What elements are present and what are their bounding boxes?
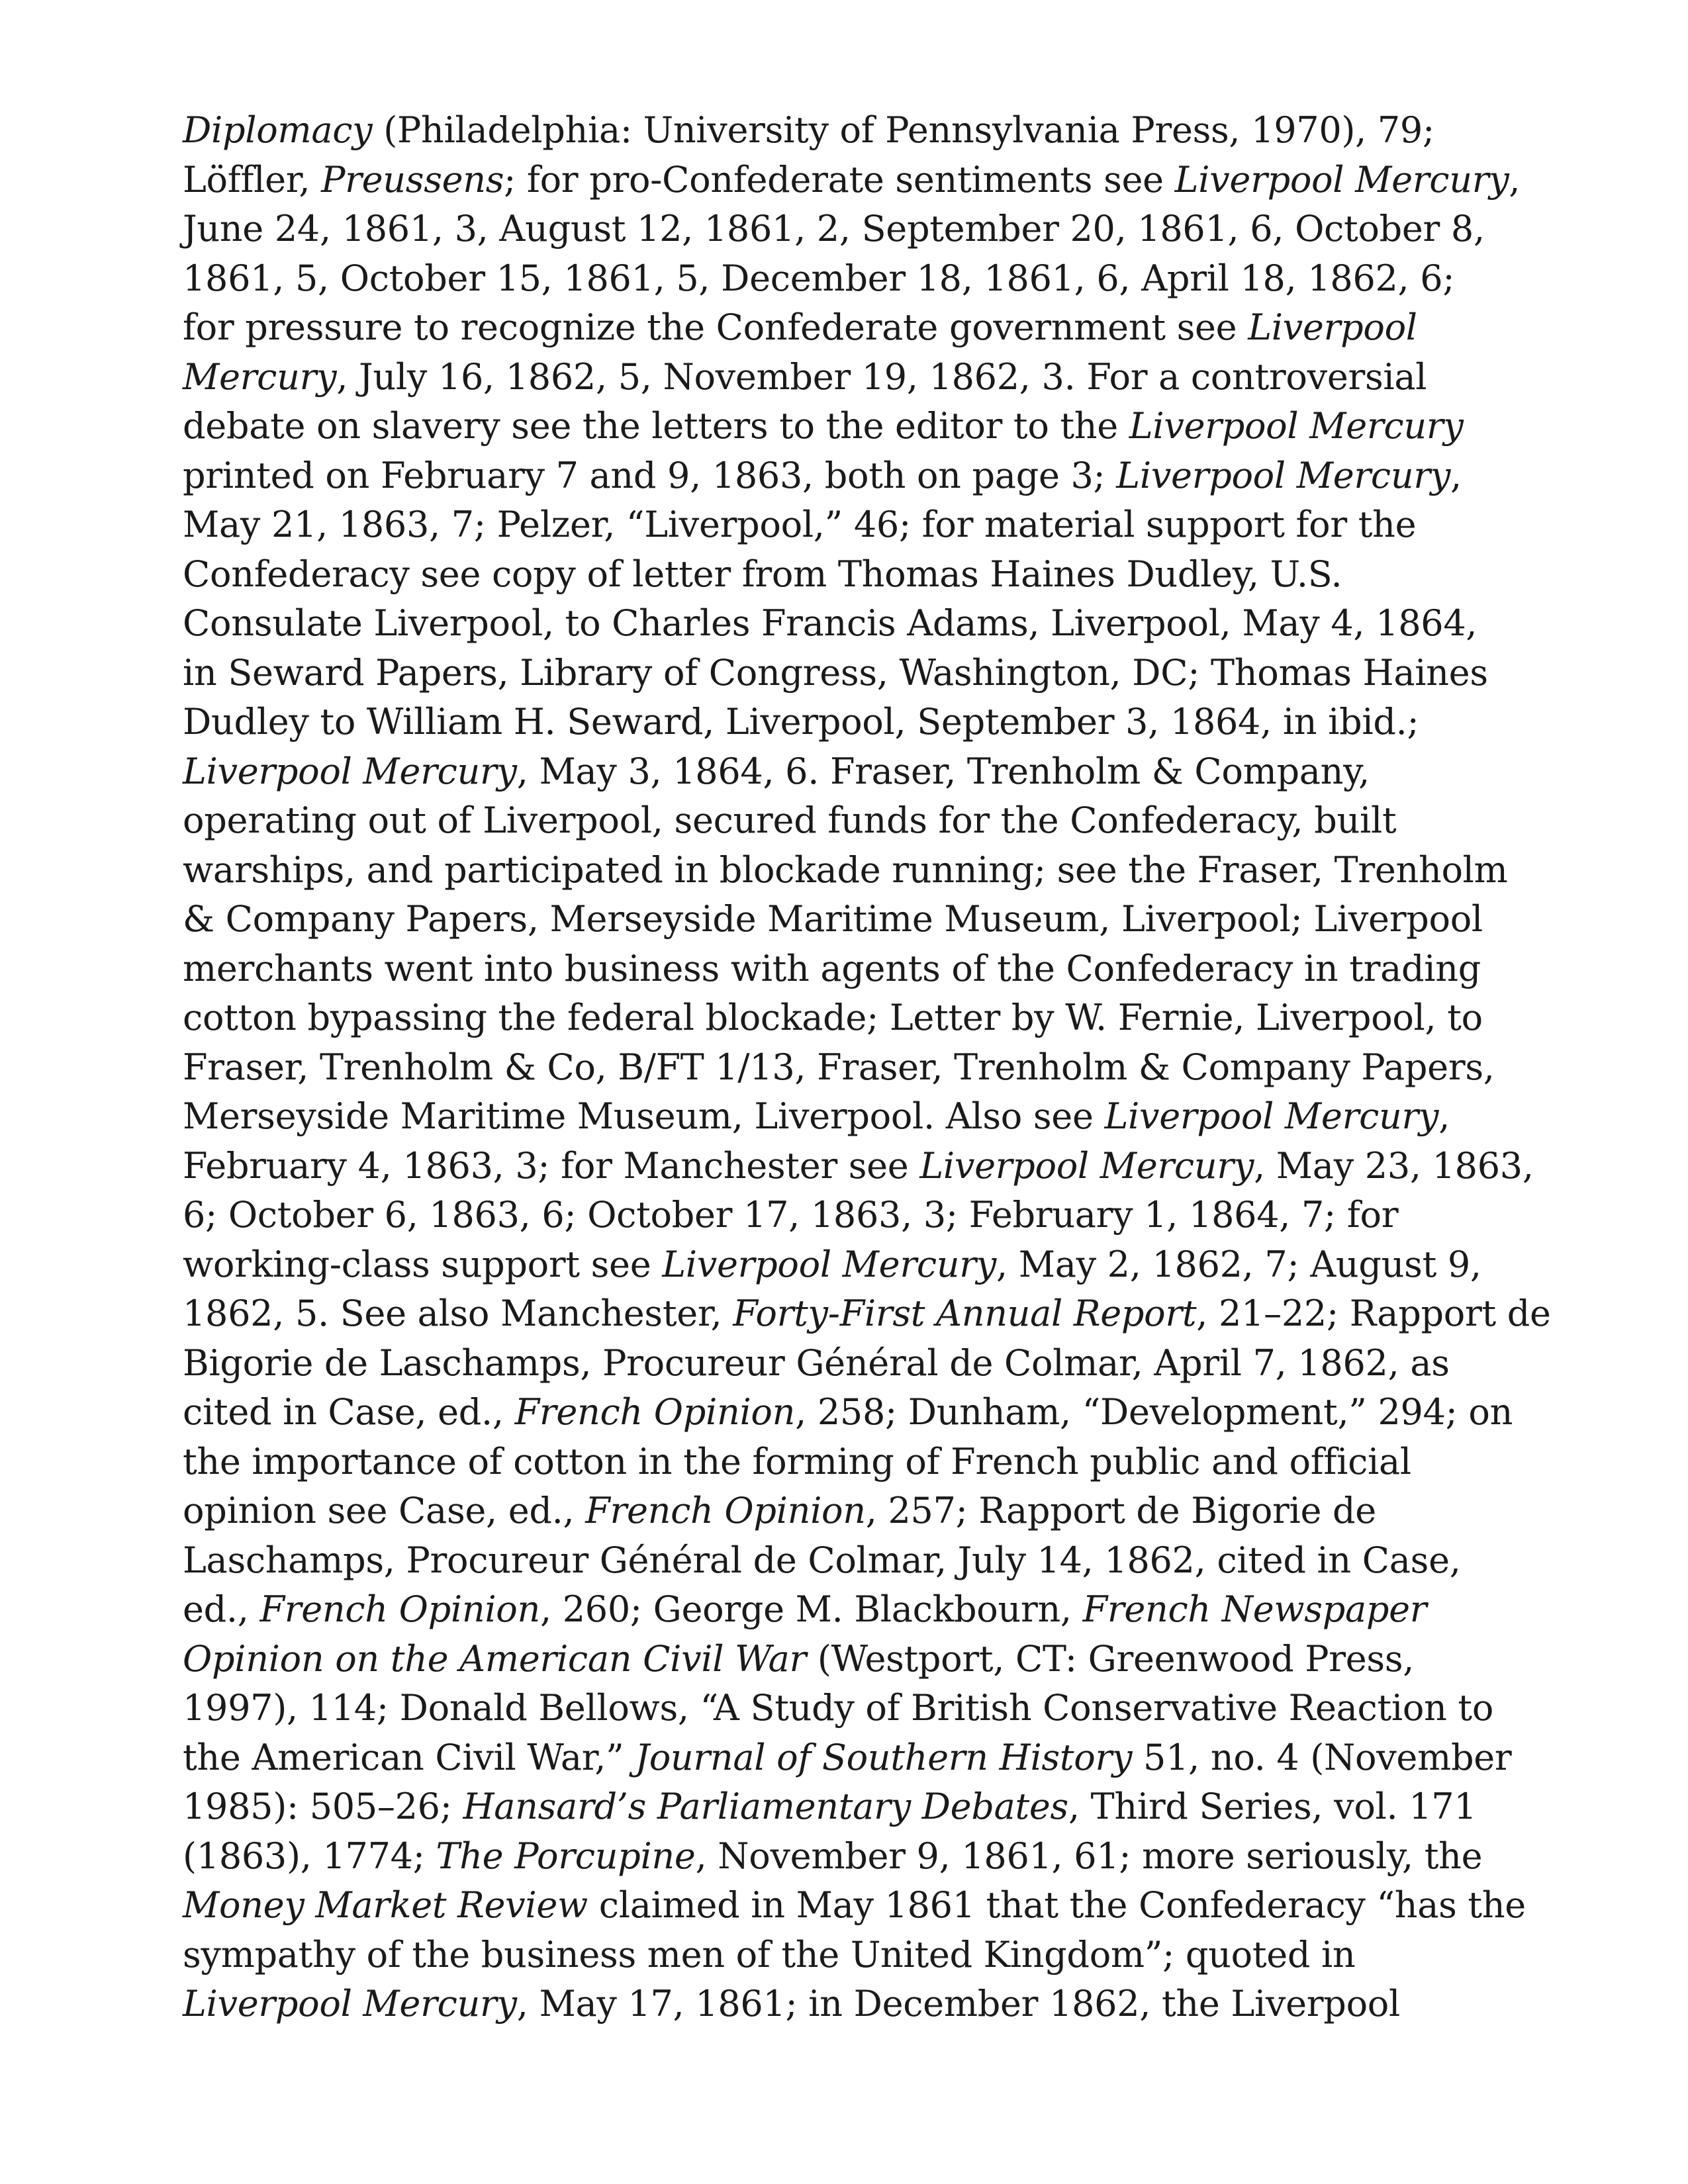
text-line [183,1240,1560,1290]
text-segment: (Westport, CT: Greenwood Press, [806,1637,1415,1680]
italic-text-segment: Opinion on the American Civil War [183,1637,807,1680]
text-line [183,1191,1560,1240]
text-line [183,1881,1560,1931]
italic-text-segment: French Opinion [514,1391,796,1433]
italic-text-segment: Liverpool [1248,306,1417,348]
text-line [183,1388,1560,1437]
text-segment: 1861, 5, October 15, 1861, 5, December 18, 1861, 6, April 18, 1862, 6; [183,257,1455,299]
text-line [183,205,1560,254]
text-segment: , 21–22; Rapport de [1196,1293,1551,1334]
text-line [183,649,1560,698]
italic-text-segment: Money Market Review [183,1884,588,1926]
italic-text-segment: Mercury [183,355,337,398]
footnote-text-block [183,106,1560,2029]
text-line [183,156,1560,205]
text-line [183,993,1560,1043]
text-segment: ; for pro-Confederate sentiments see [504,158,1175,201]
italic-text-segment: French Newspaper [1082,1588,1427,1630]
italic-text-segment: Liverpool Mercury [662,1243,996,1285]
text-segment: sympathy of the business men of the United Kingdom”; quoted in [183,1933,1356,1976]
text-line [183,1832,1560,1882]
text-line [183,1979,1560,2029]
text-segment: debate on slavery see the letters to the editor to the [183,405,1129,447]
text-segment: Bigorie de Laschamps, Procureur Général de Colmar, April 7, 1862, as [183,1342,1450,1384]
italic-text-segment: Journal of Southern History [635,1736,1133,1778]
text-segment: , July 16, 1862, 5, November 19, 1862, 3. For a controversial [336,355,1427,398]
text-segment: , May 2, 1862, 7; August 9, [996,1243,1481,1285]
text-segment: for pressure to recognize the Confederate government see [183,306,1248,348]
text-line [183,1931,1560,1980]
text-line [183,1437,1560,1487]
text-line [183,796,1560,846]
text-line [183,599,1560,649]
text-segment: (1863), 1774; [183,1835,436,1877]
text-line [183,1782,1560,1832]
italic-text-segment: Liverpool Mercury [183,1983,517,2025]
text-line [183,1733,1560,1783]
text-segment: merchants went into business with agents of the Confederacy in trading [183,947,1481,989]
text-line [183,1339,1560,1388]
text-line [183,1585,1560,1635]
text-segment: opinion see Case, ed., [183,1490,586,1531]
text-segment: claimed in May 1861 that the Confederacy “has the [587,1884,1526,1926]
text-line [183,846,1560,895]
italic-text-segment: Diplomacy [183,109,373,151]
text-line [183,1684,1560,1733]
text-segment: Laschamps, Procureur Général de Colmar, July 14, 1862, cited in Case, [183,1539,1461,1581]
italic-text-segment: Liverpool Mercury [1174,158,1509,201]
text-line [183,944,1560,994]
text-segment: 6; October 6, 1863, 6; October 17, 1863, 3; February 1, 1864, 7; for [183,1194,1399,1236]
text-segment: June 24, 1861, 3, August 12, 1861, 2, September 20, 1861, 6, October 8, [183,208,1485,250]
text-segment: ed., [183,1588,260,1630]
text-segment: Dudley to William H. Seward, Liverpool, September 3, 1864, in ibid.; [183,701,1419,743]
text-segment: Löffler, [183,158,322,201]
text-segment: , [1450,454,1462,496]
text-segment: cotton bypassing the federal blockade; Letter by W. Fernie, Liverpool, to [183,997,1483,1038]
text-line [183,402,1560,451]
text-segment: Fraser, Trenholm & Co, B/FT 1/13, Fraser, Trenholm & Company Papers, [183,1046,1495,1088]
text-line [183,550,1560,600]
text-segment: & Company Papers, Merseyside Maritime Museum, Liverpool; Liverpool [183,898,1483,940]
text-segment: Merseyside Maritime Museum, Liverpool. Also see [183,1095,1105,1137]
text-line [183,1486,1560,1536]
text-segment: warships, and participated in blockade running; see the Fraser, Trenholm [183,848,1508,891]
text-segment: , November 9, 1861, 61; more seriously, the [695,1835,1483,1877]
text-segment: 1997), 114; Donald Bellows, “A Study of British Conservative Reaction to [183,1687,1494,1729]
text-segment: working-class support see [183,1243,663,1285]
text-segment: , May 3, 1864, 6. Fraser, Trenholm & Company, [516,750,1370,792]
italic-text-segment: Liverpool Mercury [1129,405,1464,447]
text-line [183,1635,1560,1684]
text-line [183,698,1560,747]
italic-text-segment: Forty-First Annual Report [733,1293,1197,1334]
text-segment: , May 17, 1861; in December 1862, the Liverpool [516,1983,1400,2025]
italic-text-segment: Hansard’s Parliamentary Debates [463,1786,1068,1827]
text-line [183,895,1560,944]
text-line [183,1142,1560,1191]
text-line [183,1536,1560,1586]
text-segment: 51, no. 4 (November [1132,1736,1512,1778]
italic-text-segment: Preussens [321,158,504,201]
text-segment: the importance of cotton in the forming of French public and official [183,1440,1411,1482]
text-line [183,1289,1560,1339]
text-segment: in Seward Papers, Library of Congress, Washington, DC; Thomas Haines [183,651,1488,694]
text-line [183,1092,1560,1142]
italic-text-segment: Liverpool Mercury [1104,1095,1439,1137]
text-segment: , 260; George M. Blackbourn, [539,1588,1083,1630]
text-line [183,303,1560,353]
text-segment: the American Civil War,” [183,1736,635,1778]
italic-text-segment: Liverpool Mercury [1116,454,1451,496]
text-line [183,1043,1560,1093]
italic-text-segment: French Opinion [585,1490,866,1531]
italic-text-segment: The Porcupine [436,1835,696,1877]
italic-text-segment: French Opinion [259,1588,540,1630]
italic-text-segment: Liverpool Mercury [183,750,517,792]
text-line [183,747,1560,797]
italic-text-segment: Liverpool Mercury [919,1144,1254,1187]
text-segment: May 21, 1863, 7; Pelzer, “Liverpool,” 46; for material support for the [183,504,1417,545]
text-segment: Confederacy see copy of letter from Thomas Haines Dudley, U.S. [183,553,1342,595]
text-segment: printed on February 7 and 9, 1863, both on page 3; [183,454,1117,496]
text-segment: operating out of Liverpool, secured funds for the Confederacy, built [183,799,1397,841]
text-segment: , 257; Rapport de Bigorie de [865,1490,1376,1531]
text-line [183,451,1560,501]
text-segment: 1985): 505–26; [183,1786,463,1827]
text-segment: , 258; Dunham, “Development,” 294; on [795,1391,1513,1433]
text-segment: , [1509,158,1521,201]
text-line [183,353,1560,402]
text-segment: cited in Case, ed., [183,1391,515,1433]
text-line [183,106,1560,156]
text-segment: Consulate Liverpool, to Charles Francis Adams, Liverpool, May 4, 1864, [183,602,1477,644]
text-segment: , May 23, 1863, [1254,1144,1534,1187]
text-segment: , Third Series, vol. 171 [1068,1786,1477,1827]
text-segment: February 4, 1863, 3; for Manchester see [183,1144,920,1187]
text-segment: 1862, 5. See also Manchester, [183,1293,733,1334]
text-line [183,500,1560,550]
text-segment: , [1438,1095,1450,1137]
text-line [183,254,1560,304]
text-segment: (Philadelphia: University of Pennsylvania Press, 1970), 79; [372,109,1434,151]
